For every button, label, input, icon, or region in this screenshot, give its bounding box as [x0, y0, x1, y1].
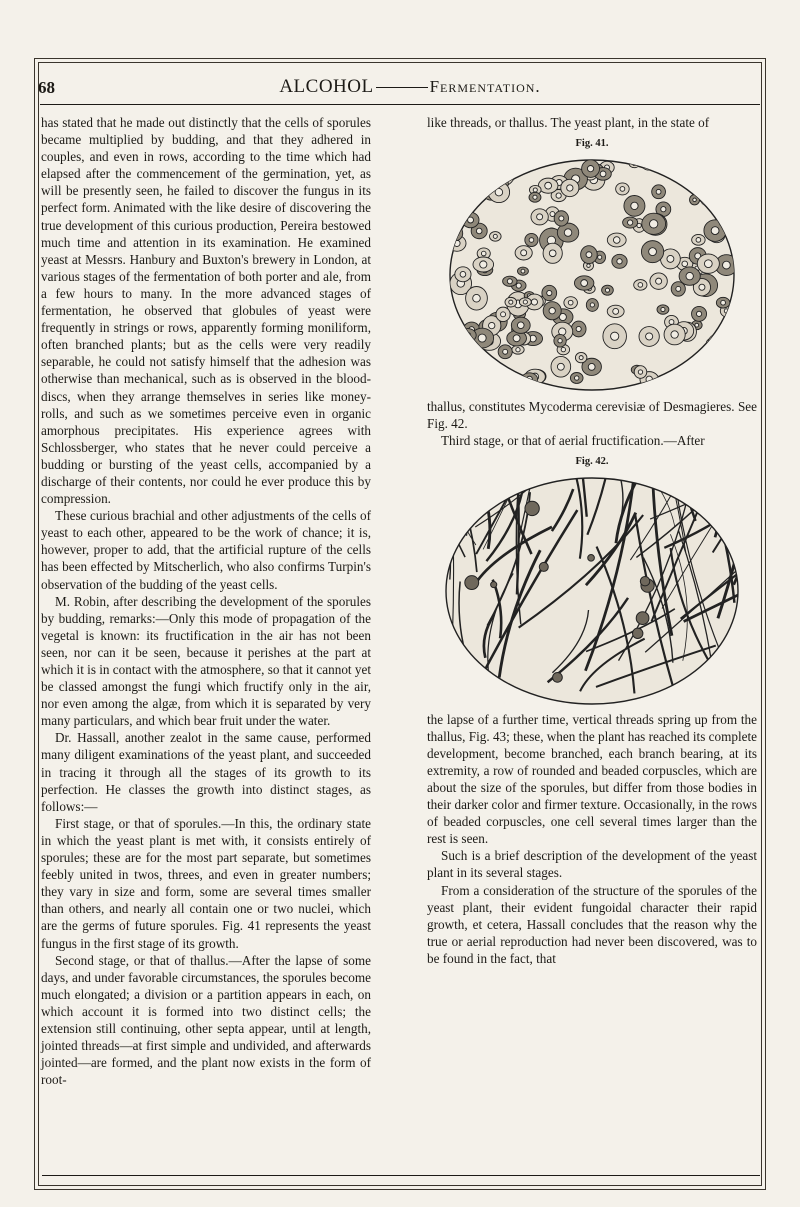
- cell-nucleus: [568, 300, 573, 305]
- cell-nucleus: [656, 190, 661, 195]
- page-number: 68: [38, 78, 55, 97]
- cell-nucleus: [531, 299, 537, 305]
- cell-nucleus: [453, 231, 458, 236]
- cell-nucleus: [545, 182, 552, 189]
- cell-nucleus: [588, 364, 595, 371]
- cell-nucleus: [480, 261, 487, 268]
- yeast-cell: [699, 158, 721, 182]
- yeast-cell: [459, 329, 476, 342]
- cell-nucleus: [669, 320, 674, 325]
- yeast-cell: [701, 194, 714, 205]
- cell-nucleus: [716, 339, 724, 347]
- cell-nucleus: [723, 261, 731, 269]
- cell-nucleus: [476, 191, 481, 196]
- cell-nucleus: [628, 220, 633, 225]
- cell-nucleus: [613, 237, 620, 244]
- fig-41-illustration: [447, 156, 737, 394]
- cell-nucleus: [493, 235, 497, 239]
- cell-nucleus: [529, 238, 534, 243]
- sporule: [491, 581, 497, 587]
- cell-nucleus: [473, 295, 481, 303]
- cell-nucleus: [521, 250, 527, 256]
- cell-nucleus: [667, 256, 674, 263]
- cell-nucleus: [516, 348, 520, 352]
- cell-nucleus: [556, 193, 561, 198]
- yeast-cell: [491, 156, 510, 169]
- cell-nucleus: [579, 356, 583, 360]
- cell-nucleus: [465, 333, 471, 339]
- yeast-cell: [492, 161, 515, 186]
- cell-nucleus: [460, 272, 466, 278]
- cell-nucleus: [611, 332, 619, 340]
- thallus-thread: [452, 475, 475, 518]
- cell-nucleus: [598, 255, 602, 259]
- right-paragraph-4: the lapse of a further time, vertical threads spring up from the thallus, Fig. 43; these, when the plant has reached its complete development, become branched, each branch bearing, at its extremity, a row of rounded and beaded corpuscles, which are about the size of the sporules, but differ from those bodies in their darker color and firmer texture. Occasionally, in the rows of beaded corpuscles, one cell several times larger than the rest is seen.: [427, 711, 757, 847]
- sporule: [633, 628, 643, 638]
- thallus-thread: [715, 475, 740, 537]
- cell-nucleus: [479, 191, 483, 195]
- cell-nucleus: [693, 198, 697, 202]
- cell-nucleus: [656, 278, 662, 284]
- sporule: [636, 611, 649, 624]
- cell-nucleus: [530, 159, 536, 165]
- cell-nucleus: [521, 269, 525, 273]
- right-paragraph-2: thallus, constitutes Mycoderma cerevisiæ of Desmagieres. See Fig. 42.: [427, 399, 757, 432]
- yeast-cell: [448, 226, 462, 241]
- sporule: [640, 576, 649, 585]
- cell-nucleus: [575, 376, 579, 380]
- yeast-cell: [471, 172, 484, 182]
- yeast-cell: [489, 376, 500, 388]
- bottom-rule: [42, 1175, 760, 1176]
- left-column: [41, 114, 371, 1088]
- cell-nucleus: [676, 287, 681, 292]
- cell-nucleus: [661, 207, 666, 212]
- cell-nucleus: [671, 331, 678, 338]
- cell-nucleus: [721, 161, 725, 165]
- cell-nucleus: [567, 185, 573, 191]
- cell-nucleus: [561, 348, 565, 352]
- cell-nucleus: [711, 341, 717, 347]
- cell-nucleus: [590, 303, 594, 307]
- thallus-thread: [445, 487, 467, 536]
- left-paragraph-1: has stated that he made out distinctly that the cells of sporules became multiplied by budding, and that they adhered in couples, and even in rows, according to the time which had elapsed after the commencement of the germination, yet, as will be presently seen, he failed to discover the fungus in its perfect form. Animated with the like desire of discovering the true development of this curious production, Pereira bestowed much time and attention in its examination. He examined yeast at Messrs. Hanbury and Buxton's brewery in London, at various stages of the fermentation of both porter and ale, from a few hours to many. In the more advanced stages of fermentation, he observed that globules of yeast were frequently in strings or rows, apparently forming moniliform, often branched plants; but as the cells were very readily separable, he could not satisfy himself that the adhesion was otherwise than mechanical, such as is observed in the blood-discs, when they arrange themselves in series like money-rolls, and such as we sometimes perceive even in organic amorphous precipitates. His experience agrees with Schlossberger, who states that he never could perceive a budding or bursting of the yeast cells, accompanied by a discharge of their contents, nor could he ever produce this by compression.: [41, 115, 371, 507]
- cell-nucleus: [696, 238, 701, 243]
- yeast-cell: [709, 361, 731, 383]
- yeast-cell: [521, 373, 537, 385]
- running-head-right: Fermentation.: [429, 77, 541, 96]
- cell-nucleus: [537, 214, 543, 220]
- yeast-cell: [472, 165, 488, 180]
- thallus-thread: [731, 475, 740, 545]
- cell-nucleus: [650, 220, 658, 228]
- cell-nucleus: [478, 334, 486, 342]
- cell-nucleus: [481, 251, 486, 256]
- cell-nucleus: [549, 250, 556, 257]
- left-paragraph-6: Second stage, or that of thallus.—After the lapse of some days, and under favorable circumstances, the sporules become much elongated; a division or a partition appears in each, on which account it is formed into two distinct cells; the extension still continuing, other septa appear, until at length, jointed threads—at first simple and undivided, and afterwards jointed—are formed, and the plant now exists in the form of root-: [41, 952, 371, 1088]
- cell-nucleus: [489, 323, 495, 329]
- running-head: [230, 76, 590, 98]
- cell-nucleus: [523, 300, 527, 304]
- right-paragraph-5: Such is a brief description of the development of the yeast plant in its several stages.: [427, 848, 757, 881]
- cell-nucleus: [586, 252, 592, 258]
- cell-nucleus: [646, 333, 653, 340]
- cell-nucleus: [559, 216, 564, 221]
- cell-nucleus: [600, 171, 606, 177]
- cell-nucleus: [686, 273, 693, 280]
- cell-nucleus: [576, 327, 581, 332]
- yeast-cell: [642, 160, 655, 170]
- cell-nucleus: [696, 311, 701, 316]
- cell-nucleus: [477, 170, 483, 176]
- cell-nucleus: [711, 180, 716, 185]
- sporule: [525, 501, 539, 515]
- fig-42-label: Fig. 42.: [575, 456, 609, 468]
- cell-nucleus: [617, 259, 622, 264]
- cell-nucleus: [669, 384, 673, 388]
- sporule: [465, 575, 479, 589]
- cell-nucleus: [476, 228, 482, 234]
- cell-nucleus: [699, 284, 705, 290]
- cell-nucleus: [704, 260, 712, 268]
- right-paragraph-1: like threads, or thallus. The yeast plant, in the state of: [427, 115, 710, 130]
- yeast-cell: [708, 334, 731, 352]
- fig-42-illustration: [444, 475, 740, 707]
- yeast-cell: [665, 381, 677, 391]
- right-paragraph-3: Third stage, or that of aerial fructification.—After: [441, 433, 705, 449]
- cell-nucleus: [485, 162, 492, 169]
- cell-nucleus: [547, 291, 552, 296]
- right-column: [427, 114, 757, 967]
- sporule: [588, 554, 595, 561]
- cell-nucleus: [581, 280, 588, 287]
- cell-nucleus: [631, 202, 638, 209]
- yeast-cell: [479, 158, 500, 173]
- cell-nucleus: [564, 229, 572, 237]
- cell-nucleus: [503, 349, 508, 354]
- yeast-cell: [718, 158, 729, 169]
- yeast-cell: [452, 185, 467, 198]
- sporule: [539, 562, 548, 571]
- cell-nucleus: [721, 301, 726, 306]
- cell-nucleus: [558, 339, 562, 343]
- right-paragraph-6: From a consideration of the structure of the sporules of the yeast plant, their evident fungoidal character their rapid growth, et cetera, Hassall concludes that the reason why the true or aerial reproduction had never been discovered, was to be found in the fact, that: [427, 882, 757, 966]
- cell-nucleus: [533, 195, 537, 199]
- cell-nucleus: [716, 368, 724, 376]
- yeast-cell: [706, 177, 721, 188]
- cell-nucleus: [557, 363, 564, 370]
- cell-nucleus: [661, 308, 665, 312]
- cell-nucleus: [727, 164, 731, 168]
- cell-nucleus: [723, 220, 727, 224]
- cell-nucleus: [605, 288, 609, 292]
- cell-nucleus: [706, 166, 714, 174]
- cell-nucleus: [533, 188, 537, 192]
- cell-nucleus: [587, 264, 591, 268]
- cell-nucleus: [638, 283, 643, 288]
- cell-nucleus: [682, 261, 688, 267]
- fig-41-label: Fig. 41.: [575, 138, 609, 150]
- cell-nucleus: [493, 380, 497, 384]
- cell-nucleus: [456, 189, 461, 194]
- cell-nucleus: [497, 159, 504, 166]
- cell-nucleus: [513, 335, 520, 342]
- sporule: [553, 672, 563, 682]
- cell-nucleus: [587, 166, 593, 172]
- cell-nucleus: [649, 248, 657, 256]
- left-paragraph-2: These curious brachial and other adjustments of the cells of yeast to each other, appeared to be the work of chance; it is, however, proper to add, that the artificial rupture of the cells has been effected by Mitscherlich, who also confirms Turpin's observation of the budding of the yeast cells.: [41, 508, 371, 592]
- cell-nucleus: [705, 198, 709, 202]
- cell-nucleus: [646, 163, 651, 168]
- header-rule: [40, 104, 760, 105]
- left-paragraph-3: M. Robin, after describing the development of the sporules by budding, remarks:—Only this mode of propagation of the vegetal is known: its fructification in the air has not been seen, nor can it be seen, because it perishes at the part at which it is in contact with the atmosphere, so that it cannot yet be classed amongst the fungi which fructify only in the air, nor even among the algæ, from which it is separated by very many particulars, and which bear fruit under the water.: [41, 593, 371, 729]
- cell-nucleus: [501, 312, 506, 317]
- left-paragraph-4: Dr. Hassall, another zealot in the same cause, performed many diligent examinations of the yeast plant, and succeeded in tracing it through all the stages of its growth to its perfection. He classes the growth into distinct stages, as follows:—: [41, 730, 371, 814]
- left-paragraph-5: First stage, or that of sporules.—In this, the ordinary state in which the yeast plant is met with, it consists entirely of sporules; these are for the most part separate, but sometimes feebly united in twos, threes, and even in greater numbers; they vary in size and form, some are several times smaller than others, and nearly all contain one or two nuclei, which are the germs of future sporules. Fig. 41 represents the yeast fungus in the first stage of its growth.: [41, 815, 371, 951]
- cell-nucleus: [711, 227, 719, 235]
- cell-nucleus: [499, 169, 507, 177]
- cell-nucleus: [613, 309, 619, 315]
- yeast-cell: [476, 187, 486, 197]
- cell-nucleus: [620, 187, 625, 192]
- cell-nucleus: [516, 283, 521, 288]
- running-head-left: ALCOHOL: [279, 76, 374, 97]
- thallus-thread: [736, 475, 740, 639]
- cell-nucleus: [476, 175, 480, 179]
- cell-nucleus: [509, 300, 513, 304]
- cell-nucleus: [638, 370, 642, 374]
- cell-nucleus: [507, 279, 512, 284]
- cell-nucleus: [549, 308, 555, 314]
- yeast-cell: [723, 161, 733, 169]
- cell-nucleus: [517, 322, 524, 329]
- thallus-thread: [444, 475, 450, 580]
